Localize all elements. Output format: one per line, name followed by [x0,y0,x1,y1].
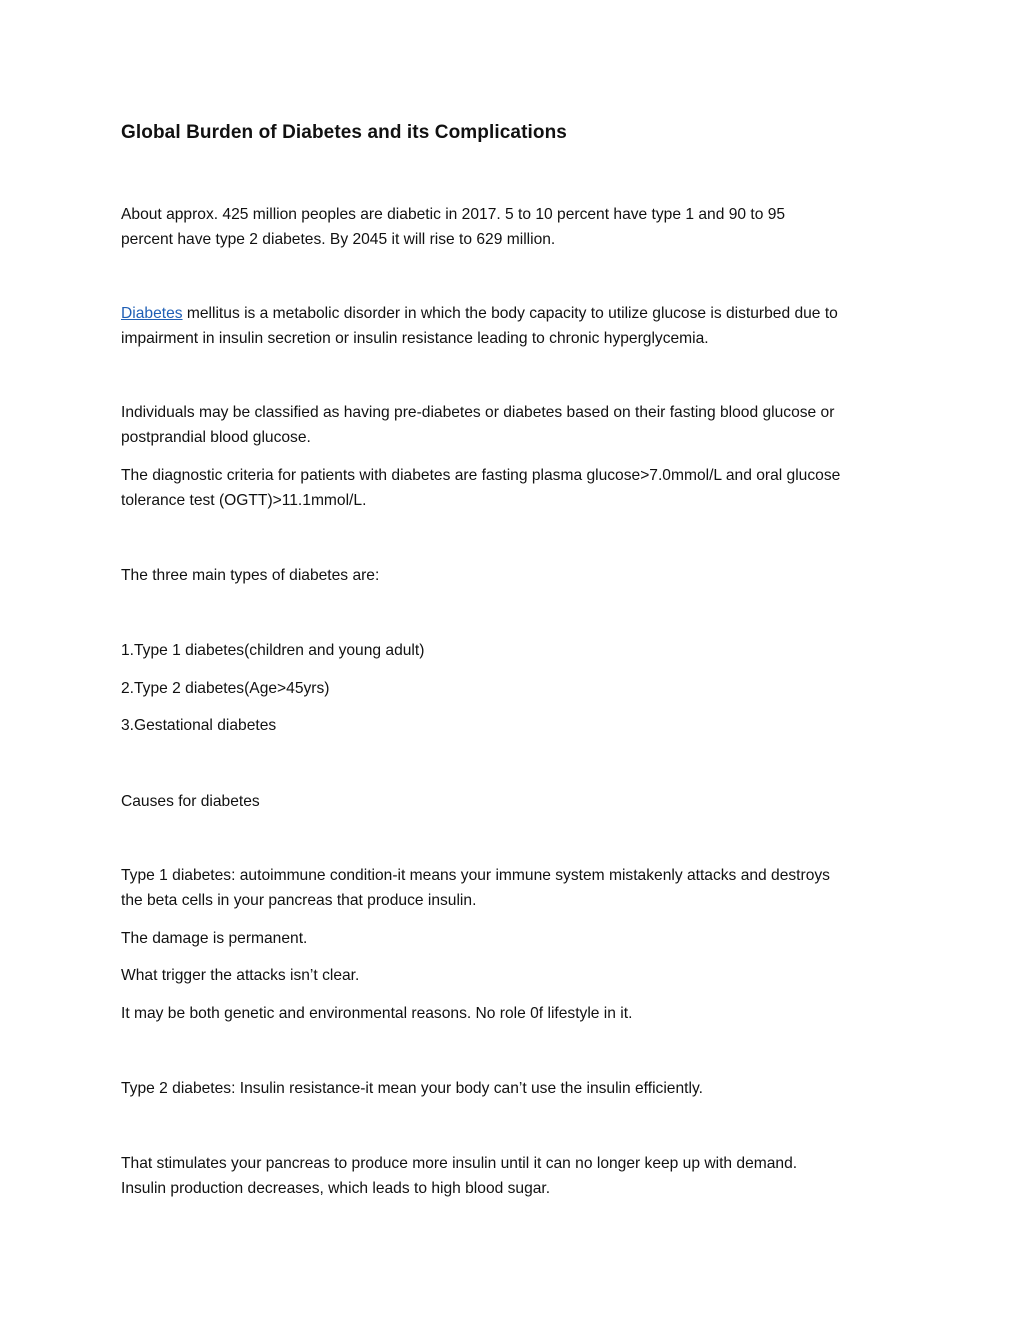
page-title: Global Burden of Diabetes and its Complications [121,122,567,143]
paragraph-prevalence [121,202,921,252]
paragraph-line: impairment in insulin secretion or insulin resistance leading to chronic hyperglycemia. [121,330,709,347]
paragraph-insulin-production [121,1151,921,1201]
paragraph-line: tolerance test (OGTT)>11.1mmol/L. [121,492,367,509]
paragraph-type2-cause [121,1076,921,1101]
paragraph-classification [121,400,921,450]
paragraph-line: Causes for diabetes [121,793,260,810]
paragraph-line: About approx. 425 million peoples are diabetic in 2017. 5 to 10 percent have type 1 and 90 to 95 [121,206,786,223]
paragraph-definition [121,301,921,351]
paragraph-line: It may be both genetic and environmental reasons. No role 0f lifestyle in it. [121,1005,633,1022]
paragraph-trigger [121,963,921,988]
paragraph-genetic [121,1001,921,1026]
paragraph-line: postprandial blood glucose. [121,429,311,446]
paragraph-line: That stimulates your pancreas to produce more insulin until it can no longer keep up with demand. [121,1155,798,1172]
paragraph-line: Insulin production decreases, which leads to high blood sugar. [121,1180,551,1197]
causes-heading [121,789,921,814]
paragraph-line: The damage is permanent. [121,930,308,947]
paragraph-line: percent have type 2 diabetes. By 2045 it will rise to 629 million. [121,231,556,248]
list-item: 3.Gestational diabetes [121,717,277,734]
paragraph-line: Individuals may be classified as having pre-diabetes or diabetes based on their fasting blood glucose or [121,404,835,421]
list-item-gestational [121,713,921,738]
list-item: 2.Type 2 diabetes(Age>45yrs) [121,680,330,697]
list-item-type-2 [121,676,921,701]
list-item: 1.Type 1 diabetes(children and young adult) [121,642,425,659]
paragraph-line: Type 2 diabetes: Insulin resistance-it mean your body can’t use the insulin efficiently. [121,1080,703,1097]
paragraph-text: mellitus is a metabolic disorder in which the body capacity to utilize glucose is disturbed due to [182,305,838,322]
paragraph-types-intro [121,563,921,588]
paragraph-line: Type 1 diabetes: autoimmune condition-it means your immune system mistakenly attacks and destroys [121,867,830,884]
paragraph-line: The diagnostic criteria for patients with diabetes are fasting plasma glucose>7.0mmol/L and oral glucose [121,467,841,484]
paragraph-diagnostic-criteria [121,463,921,513]
list-item-type-1 [121,638,921,663]
paragraph-line: What trigger the attacks isn’t clear. [121,967,360,984]
diabetes-link[interactable]: Diabetes [121,305,183,322]
paragraph-line [121,301,921,326]
paragraph-damage [121,926,921,951]
paragraph-type1-cause [121,863,921,913]
paragraph-line: the beta cells in your pancreas that produce insulin. [121,892,477,909]
paragraph-line: The three main types of diabetes are: [121,567,380,584]
